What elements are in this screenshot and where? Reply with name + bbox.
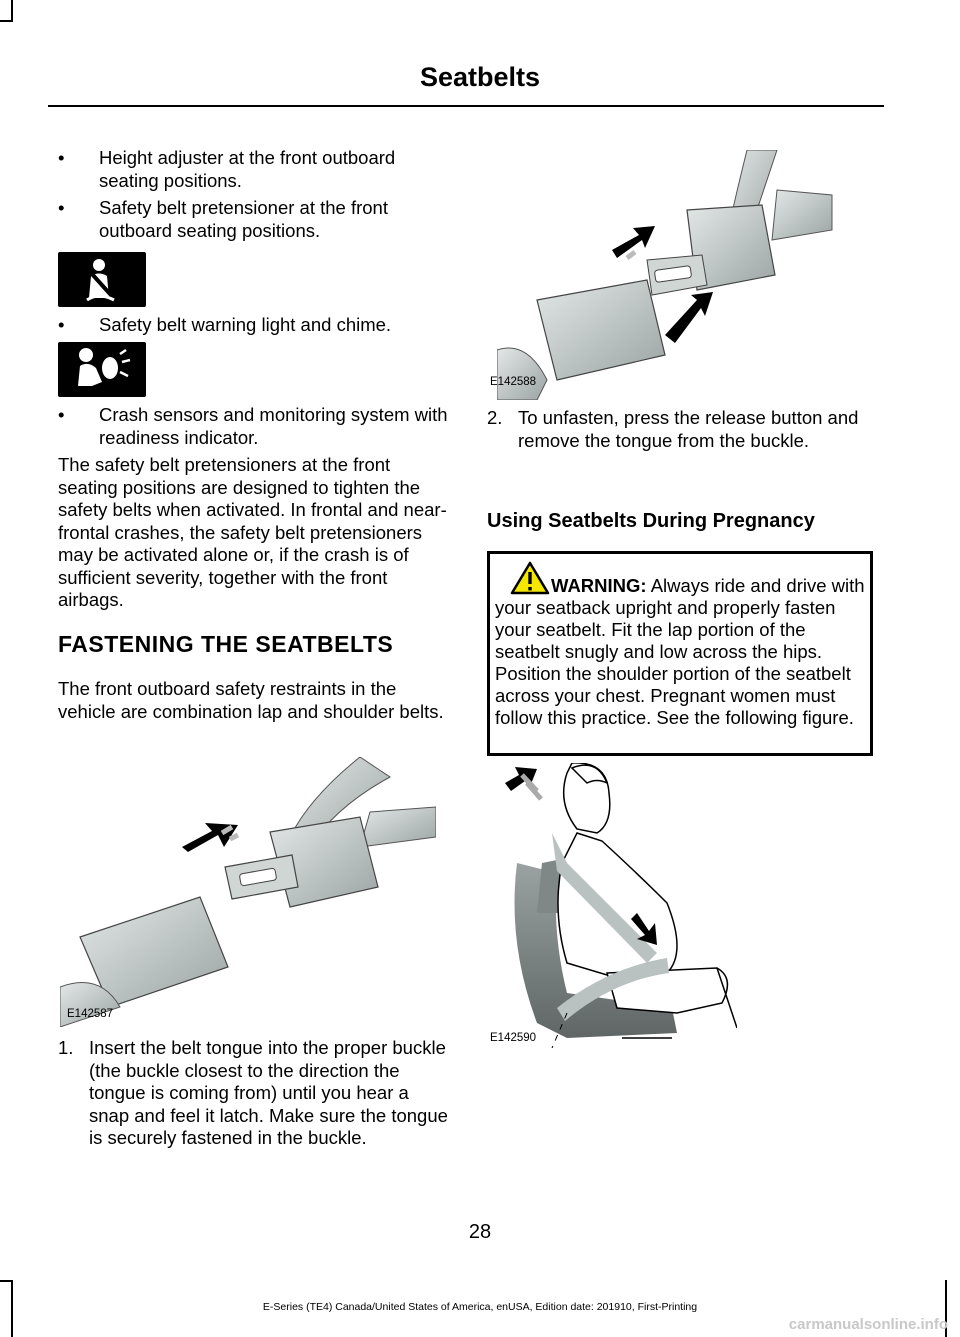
seatbelt-warning-icon xyxy=(58,252,146,307)
crop-mark xyxy=(0,1280,13,1282)
figure-buckle-release xyxy=(497,150,873,400)
airbag-icon xyxy=(58,342,146,397)
figure-label: E142590 xyxy=(490,1032,537,1044)
pretensioner-paragraph: The safety belt pretensioners at the front seating positions are designed to tighten the safety belts when activated. In frontal and near-frontal crashes, the safety belt pretensioners may be activated alone or, if the crash is of sufficient severity, together with the front airbags. xyxy=(58,454,447,610)
warning-paragraph xyxy=(495,575,873,729)
figure-label: E142588 xyxy=(490,376,537,388)
crop-mark xyxy=(0,20,13,22)
crop-mark xyxy=(11,0,13,22)
warning-text: Always ride and drive with your seatback upright and properly fasten your seatbelt. Fit the lap portion of the seatbelt snugly and low across the hips. Position the shoulder portion of the seatbelt across your chest. Pregnant women must follow this practice. See the following figure. xyxy=(495,575,865,728)
list-item-text: Height adjuster at the front outboard seating positions. xyxy=(99,147,396,191)
step-number: 1. xyxy=(58,1037,74,1058)
step-text: Insert the belt tongue into the proper buckle (the buckle closest to the direction the tongue is coming from) until you hear a snap and feel it latch. Make sure the tongue is securely fastened in the buckle. xyxy=(89,1037,448,1148)
figure-buckle-insert xyxy=(60,757,436,1027)
figure-label: E142587 xyxy=(67,1008,114,1020)
warning-label: WARNING: xyxy=(551,575,647,596)
intro-paragraph: The front outboard safety restraints in the vehicle are combination lap and shoulder belts. xyxy=(58,678,444,722)
page-number: 28 xyxy=(468,1221,492,1243)
figure-pregnancy-seatbelt xyxy=(497,763,737,1048)
section-heading: FASTENING THE SEATBELTS xyxy=(58,631,394,657)
watermark: carmanualsonline.info xyxy=(788,1316,948,1333)
header-divider xyxy=(48,105,884,107)
list-item-text: Safety belt pretensioner at the front outboard seating positions. xyxy=(99,197,388,241)
list-item-text: Safety belt warning light and chime. xyxy=(99,314,392,335)
page-title: Seatbelts xyxy=(419,62,541,92)
subheading: Using Seatbelts During Pregnancy xyxy=(487,510,815,532)
step-number: 2. xyxy=(487,407,503,428)
step-text: To unfasten, press the release button and remove the tongue from the buckle. xyxy=(518,407,859,451)
list-item-text: Crash sensors and monitoring system with readiness indicator. xyxy=(99,404,448,448)
warning-box xyxy=(487,551,873,756)
edition-info: E-Series (TE4) Canada/United States of America, enUSA, Edition date: 201910, First-Printing xyxy=(262,1301,698,1313)
